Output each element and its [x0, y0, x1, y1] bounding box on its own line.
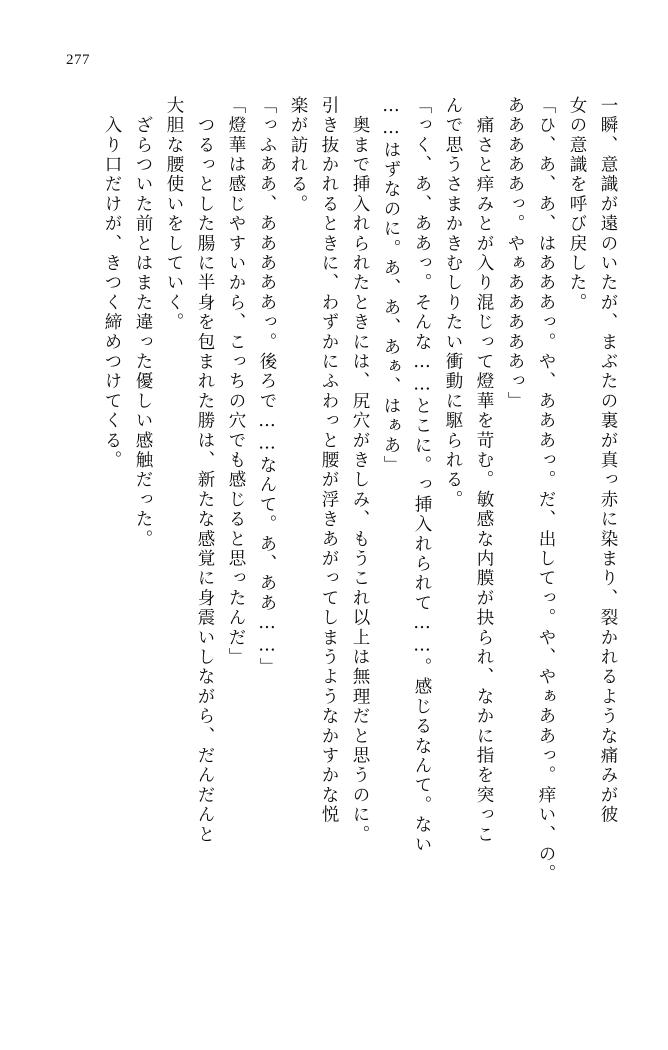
text-line: 痛さと痒みとが入り混じって燈華を苛む。敏感な内膜が抉られ、なかに指を突っこ — [474, 96, 494, 845]
vertical-text-body — [56, 96, 616, 1006]
text-line: あああああっ。やぁあああああっ」 — [505, 96, 525, 412]
text-line: 入り口だけが、きつく締めつけてくる。 — [102, 96, 122, 471]
text-line: つるっとした腸に半身を包まれた勝は、新たな感覚に身震いしながら、だんだんと — [195, 96, 215, 845]
text-line: 女の意識を呼び戻した。 — [567, 96, 587, 313]
text-line: ざらついた前とはまた違った優しい感触だった。 — [133, 96, 153, 550]
text-line: んで思うさまかきむしりたい衝動に駆られる。 — [443, 96, 463, 510]
page-number: 277 — [66, 52, 90, 68]
text-line: 「っく、あ、ああっ。そんな……とこに。っ挿入れられて……。感じるなんて。ない — [412, 96, 432, 855]
text-line: 大胆な腰使いをしていく。 — [164, 96, 184, 333]
text-line: 「ひ、あ、あ、はあああっ。や、あああっ。だ、出してっ。や、やぁああっ。痒い、の。 — [536, 96, 556, 884]
text-line: 「っふああ、あああああっ。後ろで……なんて。あ、ああ……」 — [257, 96, 277, 678]
text-line: 一瞬、意識が遠のいたが、まぶたの裏が真っ赤に染まり、裂かれるような痛みが彼 — [598, 96, 618, 825]
text-line: 楽が訪れる。 — [288, 96, 308, 215]
text-line: 引き抜かれるときに、わずかにふわっと腰が浮きあがってしまうようなかすかな悦 — [319, 96, 339, 825]
text-line: 奥まで挿入れられたときには、尻穴がきしみ、もうこれ以上は無理だと思うのに。 — [350, 96, 370, 845]
text-line: 「燈華は感じやすいから、こっちの穴でも感じると思ったんだ」 — [226, 96, 246, 668]
text-line: ……はずなのに。あ、あ、あぁ、はぁあ」 — [381, 96, 401, 476]
